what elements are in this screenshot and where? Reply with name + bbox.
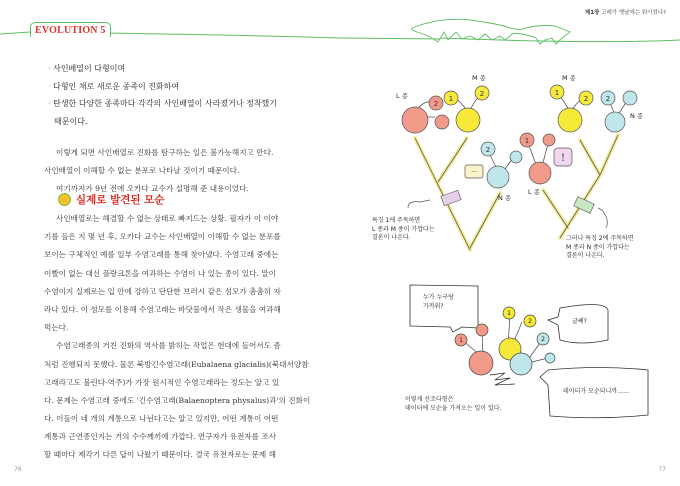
- text-line: 보이는 구체적인 예를 일부 수염고래를 통해 찾아냈다. 수염고래 중에는: [44, 250, 279, 260]
- species-M-character: [444, 85, 593, 132]
- text-line: 고래라고도 불린다-역주)가 가장 원시적인 수염고래라는 정도는 알고 있: [44, 377, 280, 387]
- text-line: 이빨이 없는 대신 플랑크톤을 여과하는 수염이 나 있는 종이 있다. 말이: [44, 268, 276, 278]
- caption-line: 그러나 특징 2에 주목하면: [566, 235, 634, 242]
- caption-line: 데이터에 모순을 가져오는 일이 있다.: [405, 404, 502, 412]
- text-line: 이렇게 되면 사인배열로 진화를 탐구하는 일은 불가능해지고 만다.: [56, 148, 274, 157]
- arrow-icon: [598, 208, 607, 228]
- text-line: 할 때마다 제각기 다른 답이 나왔기 때문이다. 결국 유전자로는 문제 해: [44, 450, 276, 460]
- bullet-item-continued: 때문이다.: [54, 116, 88, 126]
- label-N: N 종: [630, 112, 644, 120]
- trait-2-mark: 2: [433, 100, 439, 108]
- bubble-dots: ···: [471, 169, 477, 176]
- bubble-right-top-text: 글쎄?: [572, 318, 587, 325]
- caption-line: 결론이 나온다.: [566, 252, 605, 259]
- trait-1-mark: 1: [524, 137, 530, 145]
- caption-line: 이렇게 선조다형은: [405, 396, 454, 403]
- text-line: 먹는다.: [44, 323, 69, 333]
- species-body: [402, 107, 428, 133]
- species-N-character: [510, 353, 532, 375]
- trait-1-mark: 1: [448, 95, 454, 103]
- chapter-title-text: 고래가 옛날에는 뭐이었나?: [601, 10, 666, 16]
- trait-2-mark: 2: [541, 336, 545, 343]
- bubble-right-bottom-text: 데이터가 모순되니까……: [563, 388, 630, 395]
- dinosaur-outline-icon: [412, 19, 570, 44]
- bubble-exclaim: !: [560, 153, 566, 164]
- trait-2-mark: 2: [479, 90, 485, 98]
- trait-2-mark: 2: [485, 146, 491, 154]
- paragraph-1: [44, 144, 276, 199]
- section-badge-icon: [58, 193, 71, 206]
- bubble-left-text: [423, 294, 454, 311]
- species-N-character: [481, 91, 637, 188]
- text-line: 사인배열로는 해결할 수 없는 상태로 빠지드는 상황. 필자가 이 이야: [56, 214, 279, 223]
- bullet-list: [48, 60, 277, 130]
- text-line: 처럼 진행되지 못했다. 물론 북방긴수염고래(Eubalaena glacialis)(북대서양참: [44, 359, 309, 369]
- caption-line: 결론이 나온다.: [372, 234, 411, 241]
- species-L-character: [469, 351, 493, 375]
- caption-line: L 종과 M 종이 가깝다는: [372, 225, 435, 233]
- text-line: 다. 문제는 수염고래 중에도 '긴수염고래(Balaenoptera physalus)과'의 진화이: [44, 395, 311, 405]
- caption-right: [566, 235, 634, 261]
- trait-1-mark: 1: [459, 337, 463, 344]
- trait-1-mark: 1: [507, 310, 511, 317]
- trait-2-mark: 2: [528, 318, 532, 325]
- text-line: 수염이지 실제로는 입 안에 강하고 단단한 브러시 같은 섬모가 촘촘히 자: [44, 286, 281, 296]
- label-L: L 종: [528, 188, 540, 196]
- section-heading: [58, 192, 164, 207]
- text-line: 여기까지가 9년 전에 오카다 교수가 설명해 준 내용이었다.: [56, 184, 249, 194]
- contradiction-figure: [370, 270, 660, 440]
- text-line: 계통과 근연종인지는 거의 수수께끼에 가깝다. 연구자가 유전자를 조사: [44, 432, 277, 442]
- trait-2-mark: 2: [605, 95, 611, 103]
- label-L: L 종: [396, 92, 408, 100]
- label-M: M 종: [562, 74, 576, 82]
- text-line: 사인배열이 이해할 수 없는 분포로 나타날 것이기 때문이다.: [44, 166, 240, 176]
- species-L-character: [402, 96, 449, 133]
- trait-2-mark: 2: [583, 95, 589, 103]
- caption-left: [372, 217, 435, 243]
- text-line: 수염고래종의 거친 진화의 역사를 밝히는 작업은 현대에 들어서도 좀: [56, 341, 281, 351]
- label-N: N 종: [498, 194, 512, 202]
- bullet-item: · 탄생한 다양한 종족마다 각각의 사인배열이 사라졌거나 정착했기: [48, 95, 277, 113]
- page-number-right: 77: [658, 466, 666, 473]
- label-M: M 종: [472, 74, 486, 82]
- text-line: 라나 있다. 이 섬모를 이용해 수염고래는 바닷물에서 작은 생물을 여과해: [44, 304, 281, 314]
- caption-line: 특징 1에 주목하면: [372, 217, 421, 224]
- chapter-number: 제1장: [584, 10, 600, 16]
- series-tag: EVOLUTION 5: [30, 22, 111, 37]
- caption-line: M 종과 N 종이 가깝다는: [566, 243, 630, 251]
- page-number-left: 76: [14, 466, 22, 473]
- bubble-line: 누가 누구랑: [423, 294, 454, 301]
- chapter-title: [585, 8, 666, 16]
- arrow-icon: [408, 200, 430, 208]
- bubble-line: 가까워?: [423, 302, 444, 310]
- figure2-caption: [405, 396, 501, 413]
- text-line: 기를 들은 지 몇 년 후, 오카다 교수는 사인배열이 이해할 수 없는 분포를: [44, 232, 281, 242]
- text-line: 다. 이들이 네 개의 계통으로 나뉜다고는 알고 있지만, 어떤 계통이 어떤: [44, 414, 279, 424]
- bullet-item: · 사인배열이 다형이며: [48, 60, 277, 78]
- paragraph-2: [44, 210, 311, 465]
- trait-1-mark: 1: [554, 89, 560, 97]
- bullet-item: · 다형인 채로 새로운 종족이 진화하여: [48, 78, 277, 96]
- section-heading-text: 실제로 발견된 모순: [76, 194, 165, 206]
